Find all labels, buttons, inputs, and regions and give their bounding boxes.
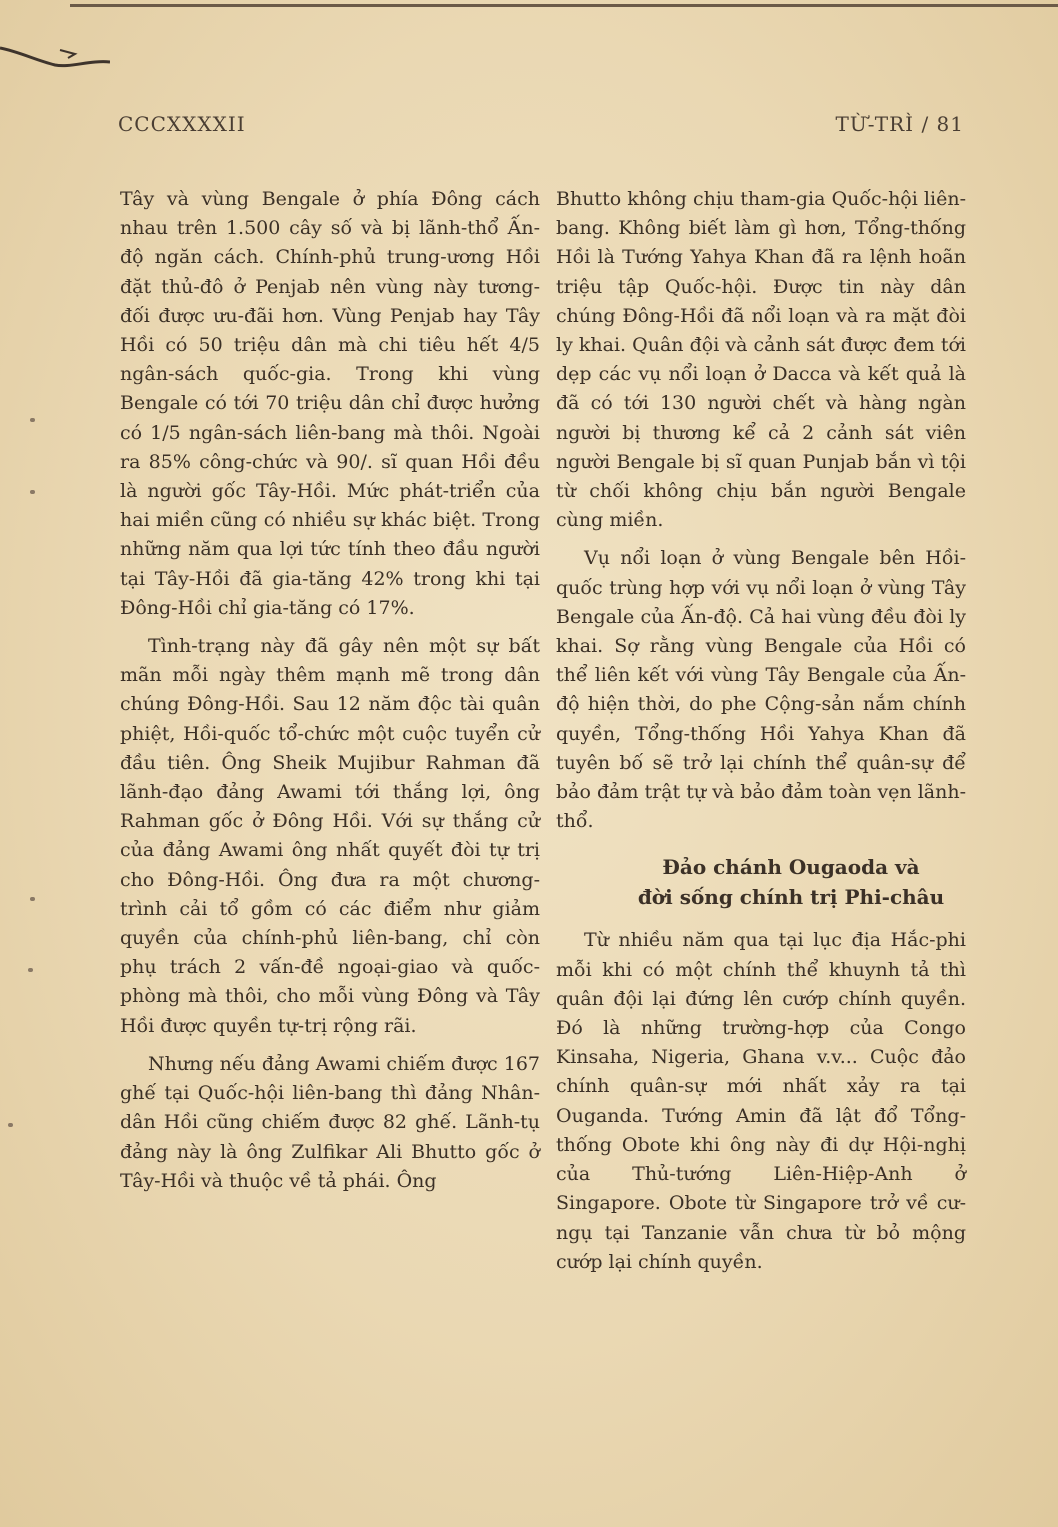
paragraph: Tây và vùng Bengale ở phía Đông cách nhau trên 1.500 cây số và bị lãnh-thổ Ấn-độ ngăn cách. Chính-phủ trung-ương Hồi đặt thủ-đô ở Penjab nên vùng này tương-đối được ưu-đãi hơn. Vùng Penjab hay Tây Hồi có 50 triệu dân mà chi tiêu hết 4/5 ngân-sách quốc-gia. Trong khi vùng Bengale có tới 70 triệu dân chỉ được hưởng có 1/5 ngân-sách liên-bang mà thôi. Ngoài ra 85% công-chức và 90/. sĩ quan Hồi đều là người gốc Tây-Hồi. Mức phát-triển của hai miền cũng có nhiều sự khác biệt. Trong những năm qua lợi tức tính theo đầu người tại Tây-Hồi đã gia-tăng 42% trong khi tại Đông-Hồi chỉ gia-tăng có 17%. xyxy=(120,188,540,619)
section-heading-line: đời sống chính trị Phi-châu xyxy=(637,885,945,910)
torn-corner-mark xyxy=(0,30,110,75)
paragraph: Tình-trạng này đã gây nên một sự bất mãn mỗi ngày thêm mạnh mẽ trong dân chúng Đông-Hồi. Sau 12 năm độc tài quân phiệt, Hồi-quốc tổ-chức một cuộc tuyển cử đầu tiên. Ông Sheik Mujibur Rahman đã lãnh-đạo đảng Awami tới thắng lợi, ông Rahman gốc ở Đông Hồi. Với sự thắng cử của đảng Awami ông nhất quyết đòi tự trị cho Đông-Hồi. Ông đưa ra một chương-trình cải tổ gồm có các điểm như giảm quyền của chính-phủ liên-bang, chỉ còn phụ trách 2 vấn-đề ngoại-giao và quốc-phòng mà thôi, cho mỗi vùng Đông và Tây Hồi được quyền tự-trị rộng rãi. xyxy=(120,635,540,1037)
top-edge-rule xyxy=(70,4,1058,7)
running-header xyxy=(118,112,964,142)
paragraph: Từ nhiều năm qua tại lục địa Hắc-phi mỗi khi có một chính thể khuynh tả thì quân đội lại đứng lên cướp chính quyền. Đó là những trường-hợp của Congo Kinsaha, Nigeria, Ghana v.v... Cuộc đảo chính quân-sự mới nhất xảy ra tại Ouganda. Tướng Amin đã lật đổ Tổng-thống Obote khi ông này đi dự Hội-nghị của Thủ-tướng Liên-Hiệp-Anh ở Singapore. Obote từ Singapore trở về cư-ngụ tại Tanzanie vẫn chưa từ bỏ mộng cướp lại chính quyền. xyxy=(556,929,966,1273)
paragraph: Nhưng nếu đảng Awami chiếm được 167 ghế tại Quốc-hội liên-bang thì đảng Nhân-dân Hồi cũng chiếm được 82 ghế. Lãnh-tụ đảng này là ông Zulfikar Ali Bhutto gốc ở Tây-Hồi và thuộc về tả phái. Ông xyxy=(120,1052,540,1192)
header-title-page-number: TỪ-TRÌ / 81 xyxy=(835,112,964,136)
paragraph: Bhutto không chịu tham-gia Quốc-hội liên-bang. Không biết làm gì hơn, Tổng-thống Hồi là Tướng Yahya Khan đã ra lệnh hoãn triệu tập Quốc-hội. Được tin này dân chúng Đông-Hồi đã nổi loạn và ra mặt đòi ly khai. Quân đội và cảnh sát được đem tới dẹp các vụ nổi loạn ở Dacca và kết quả là đã có tới 130 người chết và hàng ngàn người bị thương kể cả 2 cảnh sát viên người Bengale bị sĩ quan Punjab bắn vì tội từ chối không chịu bắn người Bengale cùng miền. xyxy=(556,188,966,532)
section-heading-line: Đảo chánh Ougaoda và xyxy=(662,855,920,880)
paragraph: Vụ nổi loạn ở vùng Bengale bên Hồi-quốc trùng hợp với vụ nổi loạn ở vùng Tây Bengale của Ấn-độ. Cả hai vùng đều đòi ly khai. Sợ rằng vùng Bengale của Hồi có thể liên kết với vùng Tây Bengale của Ấn-độ hiện thời, do phe Cộng-sản nắm chính quyền, Tổng-thống Hồi Yahya Khan đã tuyên bố sẽ trở lại chính thể quân-sự để bảo đảm trật tự và bảo đảm toàn vẹn lãnh-thổ. xyxy=(556,547,966,833)
section-heading xyxy=(616,852,966,912)
left-column xyxy=(120,185,540,1205)
right-column xyxy=(556,185,966,1286)
header-left-numeral: CCCXXXXII xyxy=(118,112,246,136)
